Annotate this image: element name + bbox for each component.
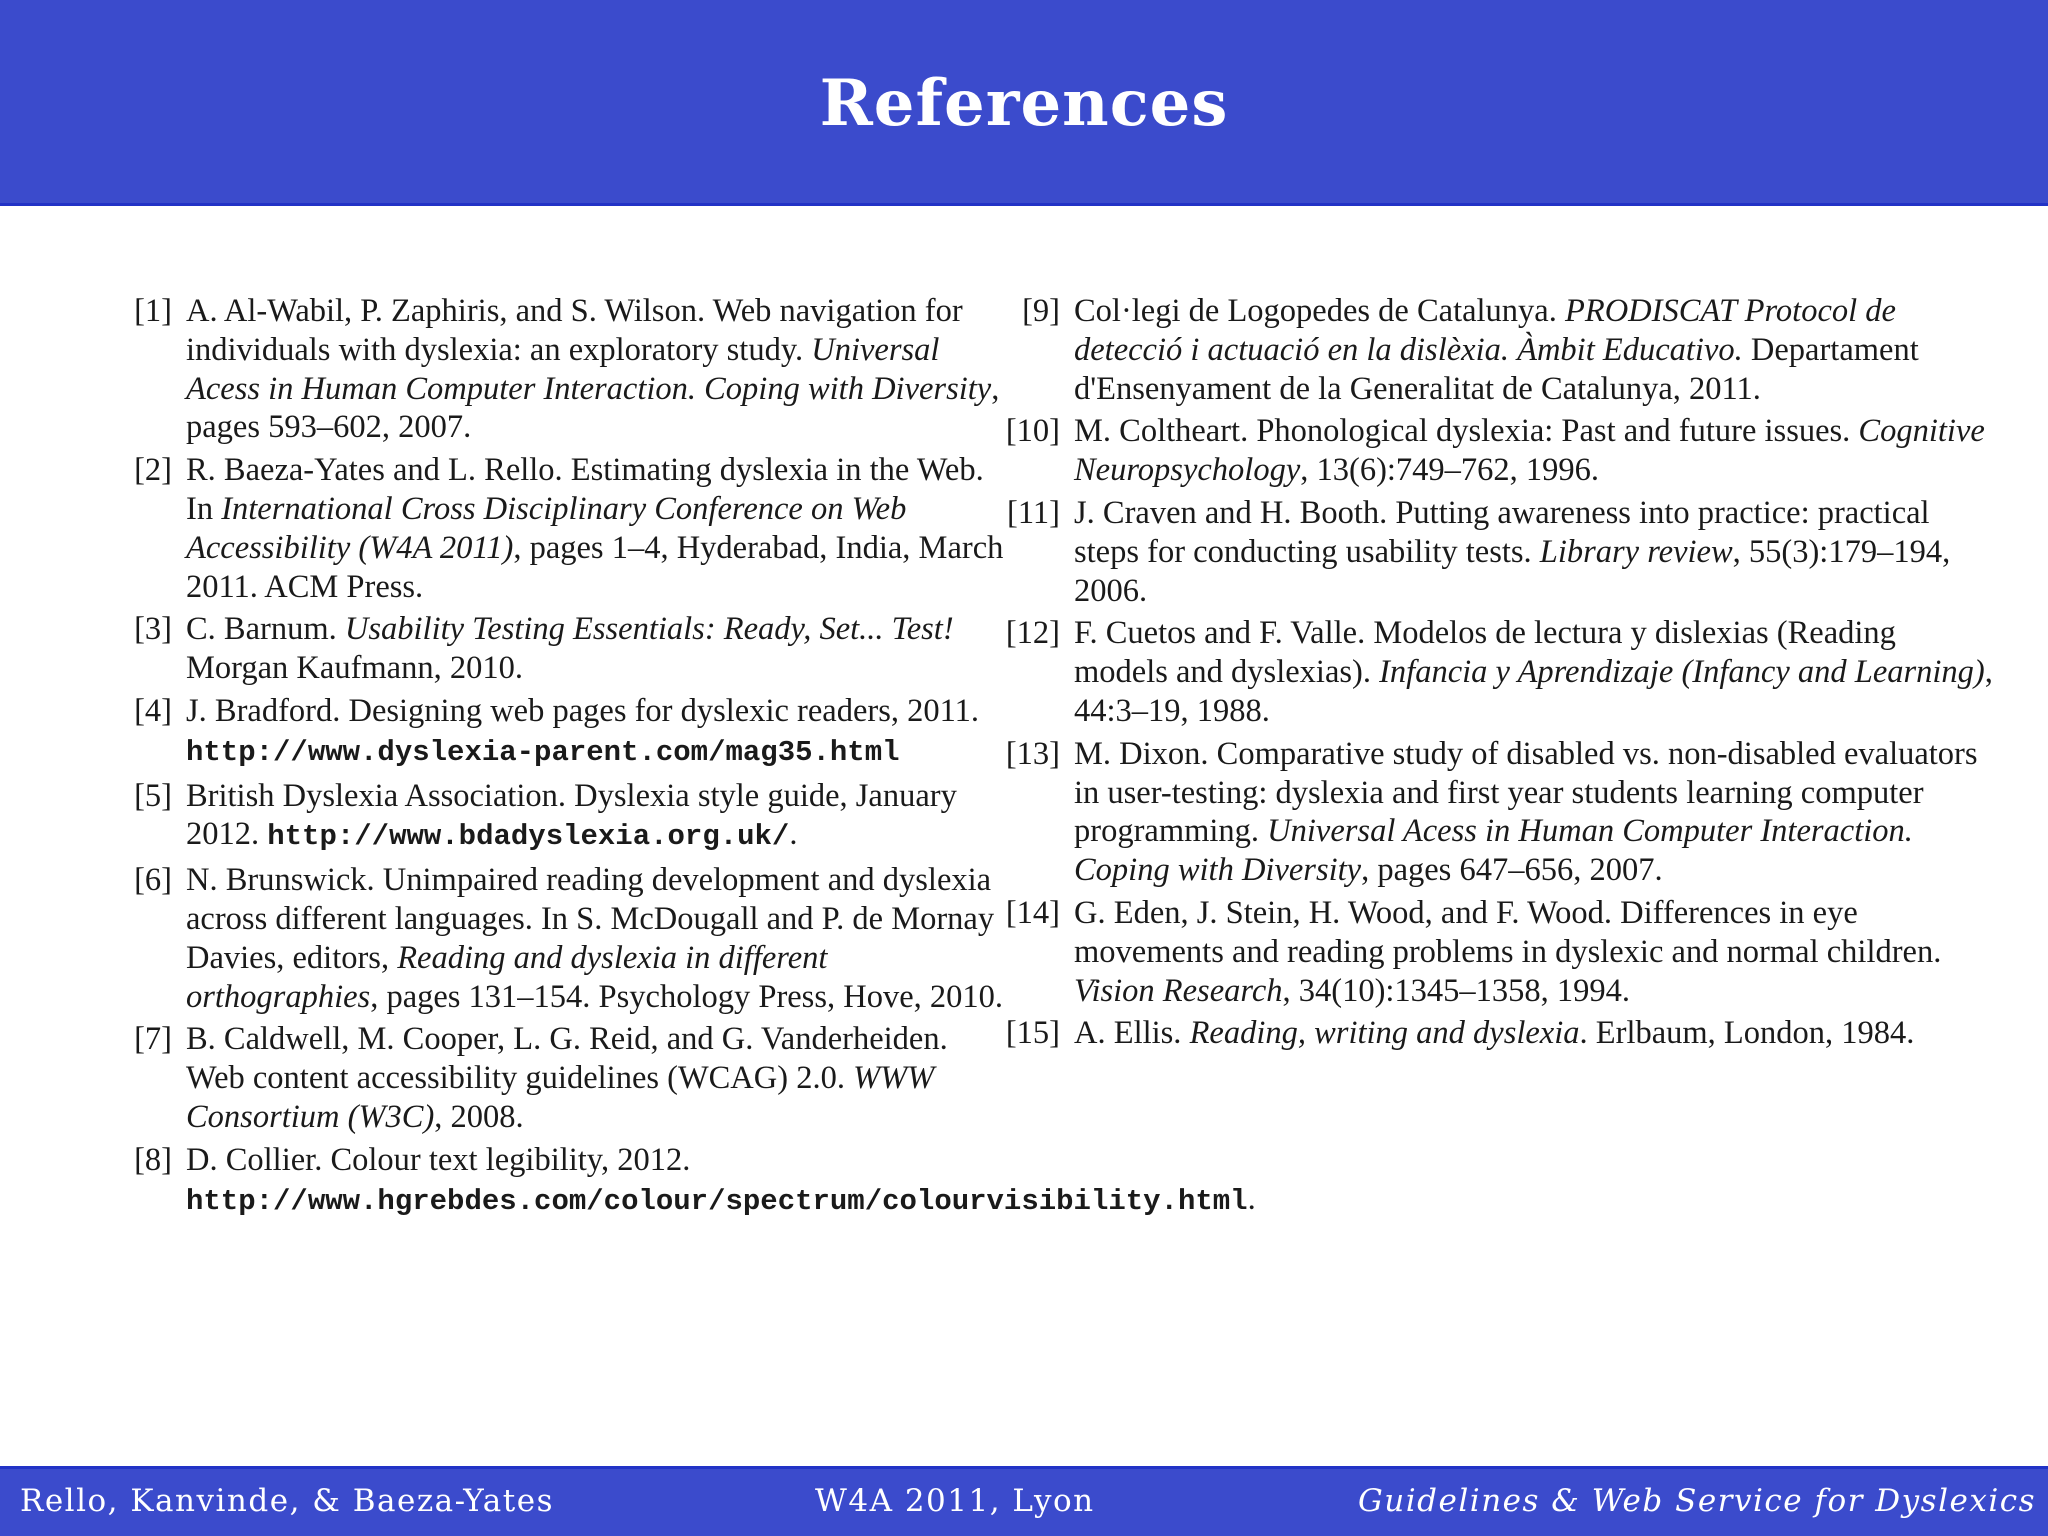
reference-entry xyxy=(996,614,1996,730)
reference-text xyxy=(186,861,1008,1016)
reference-source: Cognitive Neuropsychology xyxy=(1074,413,1985,489)
reference-fragment: , pages 647–656, 2007. xyxy=(1361,852,1663,889)
reference-number: [4] xyxy=(134,692,172,729)
reference-number: [3] xyxy=(134,611,172,648)
reference-number: [5] xyxy=(134,777,172,814)
reference-text xyxy=(1074,494,1996,610)
reference-entry xyxy=(128,861,1008,1016)
reference-entry xyxy=(996,494,1996,610)
reference-number: [15] xyxy=(1005,1015,1060,1052)
reference-source: Usability Testing Essentials: Ready, Set... Test! xyxy=(344,611,954,648)
reference-number: [1] xyxy=(134,293,172,329)
reference-url: http://www.bdadyslexia.org.uk/ xyxy=(267,820,790,854)
reference-source: International Cross Disciplinary Conference on Web Accessibility (W4A 2011) xyxy=(186,490,907,566)
reference-fragment: M. Coltheart. Phonological dyslexia: Past and future issues. xyxy=(1074,413,1859,450)
reference-number: [12] xyxy=(1005,615,1060,652)
reference-source: PRODISCAT Protocol de detecció i actuació en la dislèxia. Àmbit Educativo. xyxy=(1074,293,1896,368)
reference-text xyxy=(186,610,1008,688)
reference-number: [6] xyxy=(134,862,172,899)
reference-fragment: , 55(3):179–194, 2006. xyxy=(1074,533,1951,609)
reference-text xyxy=(186,1141,1256,1222)
reference-fragment: A. Ellis. xyxy=(1074,1015,1190,1052)
reference-fragment: G. Eden, J. Stein, H. Wood, and F. Wood. Differences in eye movements and reading problems in dyslexic and normal children. xyxy=(1074,894,1942,970)
reference-fragment: . xyxy=(789,816,798,853)
reference-text xyxy=(1074,412,1996,490)
reference-fragment: , pages 131–154. Psychology Press, Hove, 2010. xyxy=(370,978,1004,1015)
reference-source: WWW Consortium (W3C) xyxy=(186,1060,935,1135)
reference-fragment: A. Al-Wabil, P. Zaphiris, and S. Wilson. Web navigation for individuals with dyslexia: an exploratory study. xyxy=(186,293,963,368)
reference-fragment: , pages 1–4, Hyderabad, India, March 2011. ACM Press. xyxy=(186,529,1004,605)
reference-source: Reading, writing and dyslexia xyxy=(1189,1015,1580,1052)
reference-number: [11] xyxy=(1007,494,1060,531)
reference-entry xyxy=(128,1141,1256,1222)
reference-number: [10] xyxy=(1005,413,1060,450)
reference-fragment: Morgan Kaufmann, 2010. xyxy=(186,650,523,687)
reference-fragment: British Dyslexia Association. Dyslexia style guide, January 2012. xyxy=(186,777,957,853)
reference-number: [14] xyxy=(1005,894,1060,931)
reference-fragment: J. Bradford. Designing web pages for dyslexic readers, 2011. xyxy=(186,692,980,729)
reference-fragment: , 2008. xyxy=(434,1098,524,1135)
reference-entry xyxy=(996,735,1996,890)
reference-text xyxy=(186,292,1008,447)
reference-text xyxy=(186,451,1008,606)
reference-source: Vision Research xyxy=(1074,972,1283,1009)
reference-fragment: F. Cuetos and F. Valle. Modelos de lectura y dislexias (Reading models and dyslexias). xyxy=(1074,615,1896,691)
reference-fragment: Departament d'Ensenyament de la Generalitat de Catalunya, 2011. xyxy=(1074,331,1919,407)
reference-entry xyxy=(128,692,1008,773)
reference-number: [13] xyxy=(1005,735,1060,772)
reference-fragment: D. Collier. Colour text legibility, 2012. xyxy=(186,1141,691,1178)
reference-fragment: B. Caldwell, M. Cooper, L. G. Reid, and G. Vanderheiden. Web content accessibility guidelines (WCAG) 2.0. xyxy=(186,1021,948,1097)
footer-authors: Rello, Kanvinde, & Baeza-Yates xyxy=(20,1483,554,1519)
reference-source: Infancia y Aprendizaje (Infancy and Learning) xyxy=(1379,654,1985,691)
reference-text xyxy=(186,777,1008,858)
reference-entry xyxy=(128,292,1008,447)
footer-bar xyxy=(0,1466,2048,1536)
reference-fragment: Col·legi de Logopedes de Catalunya. xyxy=(1074,293,1565,329)
references-right-column xyxy=(996,292,1996,1057)
footer-venue: W4A 2011, Lyon xyxy=(815,1483,1095,1519)
reference-entry xyxy=(996,292,1996,408)
reference-entry xyxy=(128,777,1008,858)
slide-title: References xyxy=(819,66,1229,141)
reference-fragment: , 34(10):1345–1358, 1994. xyxy=(1282,972,1631,1009)
reference-fragment: J. Craven and H. Booth. Putting awareness into practice: practical steps for conducting usability tests. xyxy=(1074,494,1930,570)
reference-fragment: M. Dixon. Comparative study of disabled vs. non-disabled evaluators in user-testing: dyslexia and first year students learning computer programming. xyxy=(1074,735,1978,850)
reference-text xyxy=(186,692,1008,773)
reference-fragment: N. Brunswick. Unimpaired reading development and dyslexia across different languages. In S. McDougall and P. de Mornay Davies, editors, xyxy=(186,862,995,976)
reference-entry xyxy=(996,1014,1996,1053)
reference-number: [8] xyxy=(134,1141,172,1178)
reference-fragment: , pages 593–602, 2007. xyxy=(186,370,1000,446)
reference-fragment: . Erlbaum, London, 1984. xyxy=(1579,1015,1915,1052)
reference-source: Universal Acess in Human Computer Interaction. Coping with Diversity xyxy=(186,331,992,407)
reference-entry xyxy=(128,610,1008,688)
reference-url: http://www.hgrebdes.com/colour/spectrum/colourvisibility.html xyxy=(186,1184,1248,1218)
reference-number: [9] xyxy=(1022,293,1060,329)
reference-text xyxy=(1074,292,1996,408)
reference-fragment: R. Baeza-Yates and L. Rello. Estimating dyslexia in the Web. In xyxy=(186,452,984,527)
reference-text xyxy=(186,1020,1008,1136)
reference-fragment: . xyxy=(1247,1180,1256,1217)
footer-talk-title: Guidelines & Web Service for Dyslexics xyxy=(1358,1483,2036,1519)
reference-url: http://www.dyslexia-parent.com/mag35.html xyxy=(186,735,900,769)
reference-text xyxy=(1074,735,1996,890)
reference-entry xyxy=(128,1020,1008,1136)
reference-source: Library review xyxy=(1539,533,1733,570)
reference-number: [7] xyxy=(134,1021,172,1058)
reference-entry xyxy=(128,451,1008,606)
reference-text xyxy=(1074,894,1996,1010)
reference-source: Reading and dyslexia in different orthographies xyxy=(186,939,828,1015)
reference-source: Universal Acess in Human Computer Interaction. Coping with Diversity xyxy=(1074,813,1913,889)
reference-entry xyxy=(996,894,1996,1010)
reference-text xyxy=(1074,614,1996,730)
reference-fragment: , 44:3–19, 1988. xyxy=(1074,654,1993,729)
reference-fragment: C. Barnum. xyxy=(186,611,345,648)
reference-entry xyxy=(996,412,1996,490)
reference-number: [2] xyxy=(134,452,172,489)
reference-text xyxy=(1074,1014,1996,1053)
reference-fragment: , 13(6):749–762, 1996. xyxy=(1300,452,1600,489)
title-bar xyxy=(0,0,2048,206)
